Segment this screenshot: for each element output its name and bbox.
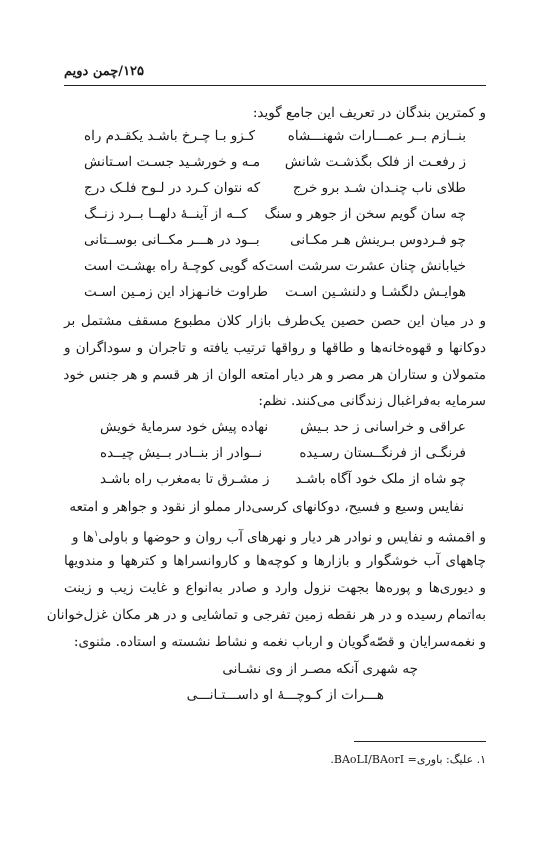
paragraph-line: و در میان این حصن حصین یک‌طرف بازار کلان مطبوع مسقف مشتمل بر — [64, 313, 486, 329]
masnavi-line: هـــرات از کـوچـــهٔ او داســـتـانـــی — [186, 687, 384, 703]
verse-hemistich-left: که نتوان کـرد در لـوح فلـک درج — [84, 180, 261, 196]
footnote-rule — [354, 741, 486, 742]
verse-hemistich-right: هوایـش دلگشـا و دلنشـین اسـت — [285, 284, 466, 300]
paragraph-line: به‌اتمام رسیده و در هر نقطه زمین تفرجی و تماشایی و در هر مکان غزل‌خوانان — [46, 607, 486, 623]
verse-row — [64, 231, 486, 249]
verse-row — [64, 127, 486, 145]
verse-hemistich-left: نهاده پیش خود سرمایهٔ خویش — [100, 419, 269, 435]
verse-hemistich-left: مـه و خورشـید جسـت اسـتانش — [84, 154, 261, 170]
paragraph-line: و نغمه‌سرایان و قصّه‌گویان و ارباب نغمه و نشاط نشسته و استاده. مثنوی: — [73, 634, 486, 650]
paragraph-line: دوکانها و قهوه‌خانه‌ها و طاقها و رواقها ترتیب یافته و تاجران و سوداگران و — [64, 340, 486, 356]
verse-hemistich-right: ز رفعـت از فلک بگذشـت شانش — [284, 154, 466, 170]
verse-row — [64, 179, 486, 197]
running-header: ۱۲۵/چمن دویم — [64, 64, 145, 79]
masnavi-line: چه شهری آنکه مصـر از وی نشـانی — [222, 661, 418, 677]
verse-hemistich-left: بــود در هـــر مکــانی بوســتانی — [84, 232, 260, 248]
verse-hemistich-left: کـزو بـا چـرخ باشـد یکقـدم راه — [84, 128, 256, 144]
verse-row — [64, 470, 486, 488]
header-rule — [64, 85, 486, 86]
paragraph-line: و دیوری‌ها و پوره‌ها بجهت نزول وارد و صادر به‌انواع و غایت زیب و زینت — [64, 580, 486, 596]
verse-row — [64, 418, 486, 436]
verse-hemistich-right: چو شاه از ملک خود آگاه باشـد — [295, 471, 466, 487]
verse-row — [64, 205, 486, 223]
verse-hemistich-right: عراقی و خراسانی ز حد بـیش — [300, 419, 466, 435]
verse-row — [64, 153, 486, 171]
verse-hemistich-right: فرنگـی از فرنگــستان رسـیده — [299, 445, 466, 461]
verse-row — [64, 283, 486, 301]
verse-hemistich-right: چه سان گویم سخن از جوهر و سنگ — [264, 206, 466, 222]
verse-hemistich-left: طراوت خانـهزاد این زمـین اسـت — [84, 284, 269, 300]
paragraph-line: متمولان و ستاران هر مصر و هر دیار امتعه الوان از هر قسم و هر جنس خود — [63, 367, 486, 383]
footnote-marker: ۱ — [94, 529, 99, 538]
paragraph-text: و اقمشه و نفایس و نوادر هر دیار و نهرهای آب روان و حوضها و باولی — [98, 529, 486, 546]
paragraph-line — [64, 525, 486, 547]
paragraph-line: نفایس وسیع و فسیح، دوکانهای کرسی‌دار مملو از نقود و جواهر و امتعه — [69, 499, 464, 515]
verse-hemistich-right: چو فـردوس بـرینش هـر مکـانی — [290, 232, 466, 248]
footnote: ۱. علیگ: باوری= BAoLI/BAorI. — [330, 753, 486, 766]
verse-hemistich-right: خیابانش چنان عشرت سرشت است — [265, 258, 466, 274]
intro-line: و کمترین بندگان در تعریف این جامع گوید: — [252, 105, 486, 121]
verse-row — [64, 257, 486, 275]
verse-hemistich-left: کــه از آینــهٔ دلهــا بــرد زنــگ — [84, 206, 248, 222]
paragraph-line: چاههای آب خوشگوار و بازارها و کوچه‌ها و کاروانسراها و کترهها و مندویها — [64, 553, 486, 569]
verse-row — [64, 444, 486, 462]
verse-hemistich-left: ز مشـرق تا به‌مغرب راه باشـد — [100, 471, 270, 487]
verse-hemistich-left: که گویی کوچـهٔ راه بهشـت است — [84, 258, 266, 274]
verse-hemistich-right: طلای ناب چنـدان شـد برو خرج — [292, 180, 466, 196]
paragraph-line: سرمایه به‌فراغبال زندگانی می‌کنند. نظم: — [258, 393, 486, 409]
verse-hemistich-right: بنــازم بــر عمـــارات شهنـــشاه — [287, 128, 466, 144]
paragraph-text: ها و — [71, 529, 94, 546]
verse-hemistich-left: نــوادر از بنــادر بــیش چیــده — [100, 445, 263, 461]
